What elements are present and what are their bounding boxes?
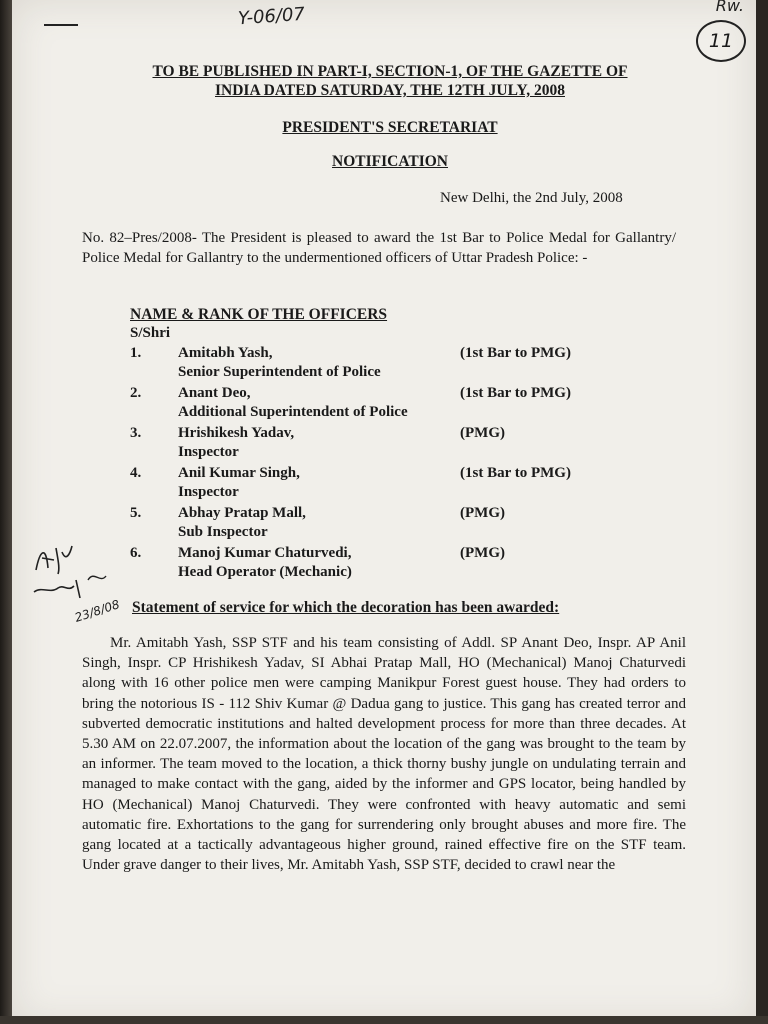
officer-award: (PMG) [460,545,505,561]
officer-name: Anant Deo, [178,385,251,401]
gazette-heading-line1: TO BE PUBLISHED IN PART-I, SECTION-1, OF THE GAZETTE OF [152,63,628,80]
salutation: S/Shri [130,325,171,341]
officer-number: 6. [130,545,142,561]
notification-heading: NOTIFICATION [332,153,448,170]
officer-item [130,344,650,384]
officer-name: Abhay Pratap Mall, [178,505,306,521]
officer-rank: Additional Superintendent of Police [178,404,408,420]
officer-name: Anil Kumar Singh, [178,465,300,481]
officer-name: Amitabh Yash, [178,345,273,361]
officer-number: 4. [130,465,142,481]
date-line: New Delhi, the 2nd July, 2008 [440,190,623,206]
officer-number: 3. [130,425,142,441]
handwritten-page-number: 11 [696,20,746,62]
officer-item [130,424,650,464]
page-edge-shadow [0,0,12,1024]
handwritten-corner-note: Rw. [715,0,744,15]
officer-award: (PMG) [460,505,505,521]
officer-number: 5. [130,505,142,521]
officer-name: Hrishikesh Yadav, [178,425,295,441]
officer-list [130,344,650,584]
officer-award: (1st Bar to PMG) [460,465,571,481]
officer-name: Manoj Kumar Chaturvedi, [178,545,352,561]
officer-rank: Inspector [178,484,239,500]
officer-number: 1. [130,345,142,361]
officer-item [130,504,650,544]
officer-number: 2. [130,385,142,401]
page-bottom-edge [0,1016,768,1024]
gazette-heading-line2: INDIA DATED SATURDAY, THE 12TH JULY, 2008 [215,82,565,99]
officer-award: (PMG) [460,425,505,441]
officer-rank: Inspector [178,444,239,460]
officer-item [130,544,650,584]
handwritten-file-number: Y-06/07 [237,3,306,30]
statement-body: Mr. Amitabh Yash, SSP STF and his team consisting of Addl. SP Anant Deo, Inspr. AP Anil Singh, Inspr. CP Hrishikesh Yadav, SI Abhai Pratap Mall, HO (Mechanical) Manoj Chaturvedi along with 16 other police men were camping Manikpur Forest guest house. They had orders to bring the notorious IS - 112 Shiv Kumar @ Dadua gang to justice. This gang has created terror and subverted democratic institutions and halted development process for more than three decades. At 5.30 AM on 22.07.2007, the information about the location of the gang was brought to the team by an informer. The team moved to the location, a thick thorny bushy jungle on undulating terrain and managed to make contact with the gang, aided by the informer and GPS locator, being handled by HO (Mechanical) Manoj Chaturvedi. They were confronted with heavy automatic and semi automatic fire. Exhortations to the gang for surrendering only brought abuses and more fire. The gang located at a tactically advantageous higher ground, rained effective fire on the STF team. Under grave danger to their lives, Mr. Amitabh Yash, SSP STF, decided to crawl near the [82,635,686,874]
statement-heading: Statement of service for which the decoration has been awarded: [132,599,560,616]
officer-rank: Senior Superintendent of Police [178,364,381,380]
pen-dash-mark [44,24,78,26]
gazette-heading [60,62,720,100]
secretariat-heading: PRESIDENT'S SECRETARIAT [282,119,498,136]
officer-award: (1st Bar to PMG) [460,385,571,401]
officer-rank: Head Operator (Mechanic) [178,564,352,580]
signature-date: 23/8/08 [72,597,122,625]
intro-paragraph: No. 82–Pres/2008- The President is pleased to award the 1st Bar to Police Medal for Gallantry/ Police Medal for Gallantry to the undermentioned officers of Uttar Pradesh Police: - [82,230,676,266]
officer-item [130,384,650,424]
officers-heading: NAME & RANK OF THE OFFICERS [130,306,388,323]
officer-rank: Sub Inspector [178,524,268,540]
officer-item [130,464,650,504]
officer-award: (1st Bar to PMG) [460,345,571,361]
handwritten-signature [28,540,128,630]
